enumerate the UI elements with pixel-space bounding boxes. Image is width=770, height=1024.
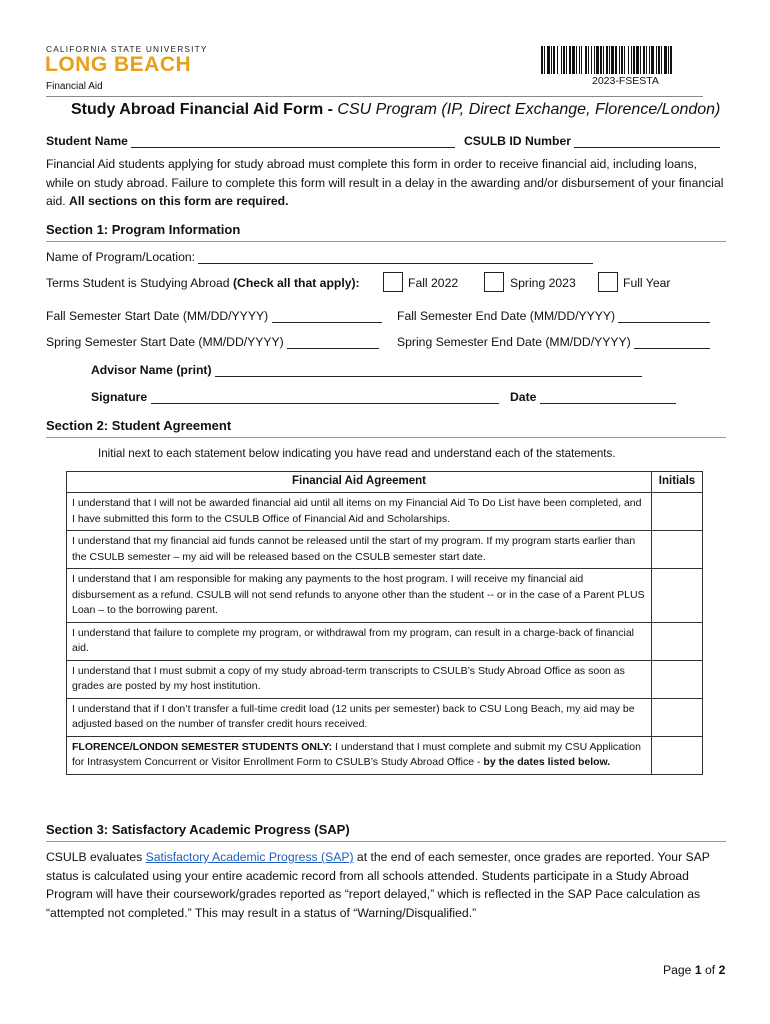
initials-field-5[interactable] (652, 660, 703, 698)
page-current: 1 (694, 963, 702, 977)
fall-end-row (397, 309, 710, 323)
spring-end-row (397, 335, 710, 349)
fall-2022-checkbox[interactable] (383, 272, 403, 292)
fall-start-label: Fall Semester Start Date (MM/DD/YYYY) (46, 309, 269, 323)
table-header-row (67, 472, 703, 493)
statement-7 (67, 736, 652, 774)
initials-field-2[interactable] (652, 531, 703, 569)
intro-bold: All sections on this form are required. (69, 194, 289, 209)
page-of: of (701, 963, 719, 977)
signature-field[interactable] (151, 391, 499, 404)
full-year-checkbox[interactable] (598, 272, 618, 292)
sap-text-before: CSULB evaluates (46, 850, 146, 864)
page-title (71, 101, 720, 119)
fall-2022-label: Fall 2022 (408, 276, 459, 290)
section3-rule (46, 841, 726, 842)
table-row (67, 698, 703, 736)
title-main: Study Abroad Financial Aid Form - (71, 101, 338, 118)
advisor-row (91, 363, 642, 377)
spring-start-field[interactable] (287, 336, 379, 349)
fall-start-field[interactable] (272, 310, 382, 323)
table-row (67, 736, 703, 774)
intro-paragraph (46, 155, 726, 211)
spring-start-label: Spring Semester Start Date (MM/DD/YYYY) (46, 335, 284, 349)
spring-start-row (46, 335, 379, 349)
agreement-table (66, 471, 703, 775)
table-row (67, 569, 703, 623)
signature-label: Signature (91, 390, 148, 404)
header-divider (46, 96, 703, 97)
statement-4: I understand that failure to complete my program, or withdrawal from my program, can result in a charge-back of financial aid. (67, 622, 652, 660)
spring-end-field[interactable] (634, 336, 710, 349)
barcode-icon (541, 46, 717, 78)
page-total: 2 (718, 963, 726, 977)
section1-heading: Section 1: Program Information (46, 222, 241, 237)
table-row (67, 660, 703, 698)
advisor-label: Advisor Name (print) (91, 363, 212, 377)
university-name-small: CALIFORNIA STATE UNIVERSITY (46, 44, 208, 54)
student-name-label: Student Name (46, 134, 128, 148)
program-row (46, 250, 593, 264)
student-name-row (46, 134, 455, 148)
spring-2023-label: Spring 2023 (510, 276, 576, 290)
statement-7-suffix: by the dates listed below. (483, 756, 611, 768)
date-label: Date (510, 390, 537, 404)
university-name-logo: LONG BEACH (45, 53, 192, 76)
statement-3: I understand that I am responsible for making any payments to the host program. I will receive my financial aid disbursement as a refund. CSULB will not send refunds to anyone other than the student -- or in the case of a Parent PLUS Loan – to the borrowing parent. (67, 569, 652, 623)
initials-field-3[interactable] (652, 569, 703, 623)
barcode-text: 2023-FSESTA (592, 75, 659, 87)
sap-link[interactable]: Satisfactory Academic Progress (SAP) (145, 850, 354, 864)
student-id-label: CSULB ID Number (464, 134, 571, 148)
student-name-field[interactable] (131, 135, 455, 148)
sap-text-after: at the end of each semester, once grades are reported. Your SAP status is calculated using your entire academic record from all schools attended. Students participate in a Study Abroad Program will have their coursework/grades reported as “report delayed,” which is reflected in the SAP Pace calculation as “attempted not completed.” This may result in a status of “Warning/Disqualified.” (46, 850, 710, 920)
advisor-field[interactable] (215, 364, 642, 377)
table-row (67, 531, 703, 569)
col-initials: Initials (652, 472, 703, 493)
date-field[interactable] (540, 391, 676, 404)
signature-row (91, 390, 499, 404)
statement-5: I understand that I must submit a copy of my study abroad-term transcripts to CSULB’s Study Abroad Office as soon as grades are posted by my host institution. (67, 660, 652, 698)
statement-6: I understand that if I don’t transfer a full-time credit load (12 units per semester) back to CSU Long Beach, my aid may be adjusted based on the number of transfer credit hours received. (67, 698, 652, 736)
col-agreement: Financial Aid Agreement (67, 472, 652, 493)
initials-field-1[interactable] (652, 493, 703, 531)
student-id-field[interactable] (574, 135, 720, 148)
initials-field-4[interactable] (652, 622, 703, 660)
spring-2023-checkbox[interactable] (484, 272, 504, 292)
initials-field-6[interactable] (652, 698, 703, 736)
table-row (67, 622, 703, 660)
section3-heading: Section 3: Satisfactory Academic Progress (SAP) (46, 822, 350, 837)
spring-end-label: Spring Semester End Date (MM/DD/YYYY) (397, 335, 631, 349)
date-row (510, 390, 676, 404)
fall-end-label: Fall Semester End Date (MM/DD/YYYY) (397, 309, 616, 323)
section2-rule (46, 437, 726, 438)
section1-rule (46, 241, 726, 242)
page-word: Page (663, 963, 695, 977)
student-id-row (464, 134, 720, 148)
fall-start-row (46, 309, 382, 323)
terms-row (46, 276, 360, 290)
program-label: Name of Program/Location: (46, 250, 196, 264)
full-year-label: Full Year (623, 276, 671, 290)
initials-field-7[interactable] (652, 736, 703, 774)
department-label: Financial Aid (46, 81, 103, 92)
section2-heading: Section 2: Student Agreement (46, 418, 232, 433)
statement-1: I understand that I will not be awarded financial aid until all items on my Financial Aid To Do List have been completed, and I have submitted this form to the CSULB Office of Financial Aid and Scholarships. (67, 493, 652, 531)
intro-text: Financial Aid students applying for study abroad must complete this form in order to receive financial aid, including loans, while on study abroad. Failure to complete this form will result in a delay in the awarding and/or disbursement of your financial aid. (46, 157, 724, 209)
title-sub: CSU Program (IP, Direct Exchange, Florence/London) (337, 101, 721, 118)
fall-end-field[interactable] (618, 310, 710, 323)
sap-paragraph (46, 848, 726, 922)
statement-2: I understand that my financial aid funds cannot be released until the start of my program. If my program starts earlier than the CSULB semester – my aid will be released based on the CSULB semester start date. (67, 531, 652, 569)
page-number (663, 963, 725, 977)
statement-7-text: I understand that I must complete and submit my CSU Application for Intrasystem Concurrent or Visitor Enrollment Form to CSULB’s Study Abroad Office - (72, 740, 641, 768)
terms-label: Terms Student is Studying Abroad (46, 276, 233, 290)
terms-hint: (Check all that apply): (232, 276, 360, 290)
section2-instruction: Initial next to each statement below indicating you have read and understand each of the statements. (98, 447, 616, 460)
statement-7-prefix: FLORENCE/LONDON SEMESTER STUDENTS ONLY: (72, 740, 333, 753)
program-field[interactable] (198, 251, 593, 264)
table-row (67, 493, 703, 531)
